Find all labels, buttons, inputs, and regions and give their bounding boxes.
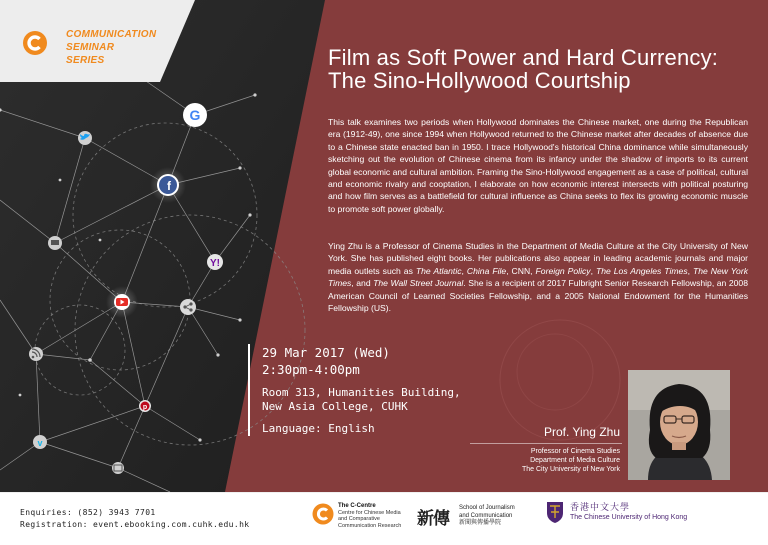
sjc-name: [459, 505, 529, 528]
series-label: [66, 28, 156, 67]
event-time: 2:30pm-4:00pm: [262, 362, 360, 377]
bio-sep-3: ,: [687, 265, 693, 276]
event-date: 29 Mar 2017 (Wed): [262, 345, 390, 360]
bio-part-4: . She is a recipient of 2017 Fulbright Senior Research Fellowship, an 2008 American Council of Learned Societies Fellowship, and a 2005 National Endowment for the Humanities Fellowship (US).: [328, 278, 748, 314]
c-centre-title: The C-Centre: [338, 503, 376, 509]
event-details: [248, 344, 548, 436]
cuhk-name-zh: 香港中文大學: [570, 503, 631, 513]
speaker-divider: [470, 443, 622, 444]
sjc-logo-mark: 新傳: [417, 509, 449, 529]
bio-foreign-policy: Foreign Policy: [535, 265, 591, 276]
title-line-2: The Sino-Hollywood Courtship: [328, 68, 631, 93]
twitter-icon: [78, 131, 92, 145]
pinterest-icon: [139, 400, 151, 412]
bio-ny-times: The New York Times: [328, 265, 748, 289]
svg-text:f: f: [167, 179, 171, 193]
series-line-3: SERIES: [66, 55, 105, 66]
share-icon: [180, 299, 196, 315]
speaker-name: Prof. Ying Zhu: [543, 425, 620, 439]
vimeo-icon: [33, 435, 47, 449]
cuhk-name-en: The Chinese University of Hong Kong: [570, 514, 688, 521]
c-centre-logo-icon: [22, 30, 48, 56]
speaker-photo: [628, 370, 730, 480]
rss-icon: [29, 347, 43, 361]
svg-text:v: v: [37, 438, 43, 448]
enquiries-text: Enquiries: (852) 3943 7701: [20, 508, 156, 517]
speaker-title-1: Professor of Cinema Studies: [530, 448, 620, 455]
svg-text:p: p: [142, 404, 148, 411]
sjc-line-1: School of Journalism: [459, 505, 515, 511]
bio-atlantic: The Atlantic: [415, 265, 462, 276]
bio-part-3: , and: [351, 278, 374, 289]
bio-sep-1: ,: [461, 265, 467, 276]
bio-wsj: The Wall Street Journal: [373, 278, 464, 289]
title-line-1: Film as Soft Power and Hard Currency:: [328, 45, 719, 70]
cuhk-crest-icon: [545, 500, 565, 524]
c-centre-subtitle: Centre for Chinese Media and Comparative Communication Research: [338, 509, 402, 529]
talk-title: [328, 46, 758, 92]
yahoo-icon: [207, 254, 223, 270]
event-venue-line-1: Room 313, Humanities Building,: [262, 386, 461, 399]
monitor-icon: [48, 236, 62, 250]
speaker-bio: [328, 240, 748, 314]
series-line-1: COMMUNICATION: [66, 29, 157, 40]
registration-link[interactable]: Registration: event.ebooking.com.cuhk.edu.hk: [20, 520, 250, 529]
svg-text:Y!: Y!: [210, 258, 220, 269]
event-venue-line-2: New Asia College, CUHK: [262, 400, 408, 413]
bio-chinafile: China File: [466, 265, 507, 276]
google-icon: [183, 103, 207, 127]
screen-icon: [112, 462, 124, 474]
series-line-2: SEMINAR: [66, 42, 115, 53]
bio-sep-2: ,: [590, 265, 596, 276]
contact-info: [20, 507, 250, 531]
sjc-line-2: and Communication: [459, 512, 513, 519]
bio-part-1: Ying Zhu is a Professor of Cinema Studies in the Department of Media Culture at the City University of New York. She has published eight books. Her publications also appear in leading academic journals and major media outlets such as: [328, 241, 748, 276]
sjc-line-3: 新聞與傳播學院: [459, 520, 502, 526]
youtube-icon: [114, 294, 130, 310]
c-centre-footer-logo-icon: [312, 503, 334, 525]
c-centre-name: [338, 503, 406, 529]
bio-part-2: , CNN,: [506, 265, 536, 276]
speaker-title-2: Department of Media Culture: [530, 457, 620, 464]
svg-text:G: G: [189, 107, 201, 123]
speaker-title-3: The City University of New York: [521, 466, 620, 473]
speaker-affiliation: [488, 447, 620, 474]
facebook-icon: [157, 174, 179, 196]
abstract-text: This talk examines two periods when Hollywood dominates the Chinese market, one during the Republican era (1912-49), one since 1994 when Hollywood returned to the Chinese market after decades of absence due to a Chinese state enacted ban in 1950. I trace Hollywood's historical China dominance while simultaneously sketching out the evolution of Chinese cinema from its infancy under the shadow of imports to its current global economic and cultural ambition. Framing the Sino-Hollywood engagement as a case of political, cultural and economic rivalry and cooptation, I elaborate on how economic interest intersects with political posturing and how film serves as a battlefield for cultural influence as China seeks to flex its growing economic muscle to promote soft power globally.: [328, 117, 748, 214]
event-language: Language: English: [262, 422, 375, 435]
cuhk-name: [570, 504, 687, 522]
bio-la-times: The Los Angeles Times: [595, 265, 688, 276]
